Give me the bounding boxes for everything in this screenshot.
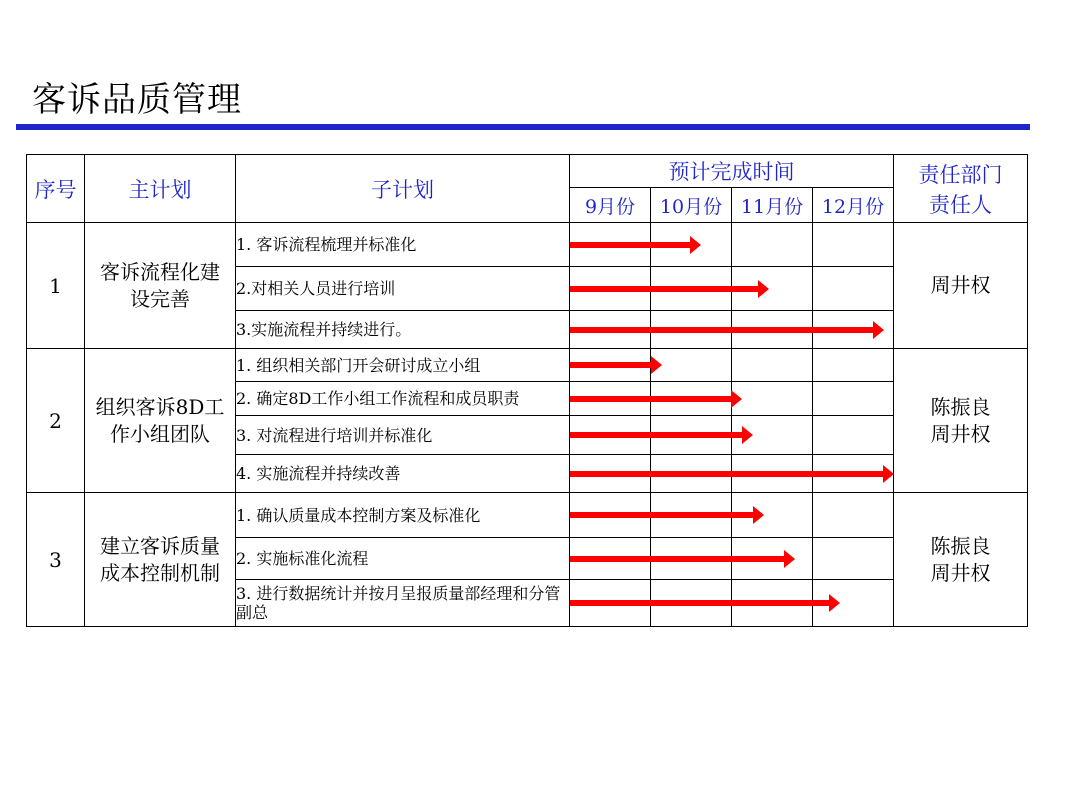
header-month: 9月份 — [570, 188, 651, 223]
gantt-cell — [813, 382, 894, 416]
timeline-arrow — [570, 286, 759, 292]
owner-cell — [894, 349, 1028, 493]
gantt-cell — [651, 349, 732, 382]
gantt-cell — [570, 580, 651, 627]
gantt-cell — [570, 311, 651, 349]
owner-cell — [894, 223, 1028, 349]
owner-cell — [894, 493, 1028, 627]
header-owner — [894, 155, 1028, 223]
gantt-cell — [732, 349, 813, 382]
header-month: 10月份 — [651, 188, 732, 223]
sub-plan-cell: 2. 实施标准化流程 — [236, 538, 570, 580]
gantt-cell — [570, 416, 651, 455]
timeline-arrow — [570, 432, 743, 438]
gantt-cell — [732, 223, 813, 267]
main-plan-line: 作小组团队 — [110, 421, 210, 446]
gantt-cell — [570, 267, 651, 311]
sub-plan-cell: 3. 对流程进行培训并标准化 — [236, 416, 570, 455]
main-plan-cell — [85, 349, 236, 493]
header-main-plan: 主计划 — [85, 155, 236, 223]
table-row — [27, 349, 1028, 382]
gantt-cell — [570, 223, 651, 267]
owner-name: 陈振良 — [930, 394, 991, 419]
gantt-cell — [813, 267, 894, 311]
main-plan-line: 组织客诉8D工 — [95, 394, 225, 419]
timeline-arrow — [570, 362, 652, 368]
table-row — [27, 493, 1028, 538]
main-plan-line: 客诉流程化建 — [100, 259, 220, 284]
table-row — [27, 223, 1028, 267]
sub-plan-cell: 2. 确定8D工作小组工作流程和成员职责 — [236, 382, 570, 416]
header-sub-plan: 子计划 — [236, 155, 570, 223]
plan-table — [26, 154, 1028, 627]
sub-plan-cell: 1. 确认质量成本控制方案及标准化 — [236, 493, 570, 538]
timeline-arrow — [570, 512, 754, 518]
timeline-arrow — [570, 396, 732, 402]
header-month: 12月份 — [813, 188, 894, 223]
main-plan-line: 设完善 — [130, 286, 190, 311]
gantt-cell — [570, 455, 651, 493]
timeline-arrow — [570, 556, 785, 562]
header-seq: 序号 — [27, 155, 85, 223]
sub-plan-cell: 4. 实施流程并持续改善 — [236, 455, 570, 493]
timeline-arrow — [570, 471, 884, 477]
sub-plan-cell: 3. 进行数据统计并按月呈报质量部经理和分管副总 — [236, 580, 570, 627]
timeline-arrow — [570, 242, 691, 248]
gantt-cell — [570, 382, 651, 416]
sub-plan-cell: 2.对相关人员进行培训 — [236, 267, 570, 311]
gantt-cell — [813, 223, 894, 267]
gantt-cell — [570, 538, 651, 580]
main-plan-cell — [85, 493, 236, 627]
sub-plan-cell: 1. 客诉流程梳理并标准化 — [236, 223, 570, 267]
gantt-cell — [570, 349, 651, 382]
gantt-cell — [813, 538, 894, 580]
sub-plan-cell: 3.实施流程并持续进行。 — [236, 311, 570, 349]
main-plan-cell — [85, 223, 236, 349]
owner-name: 陈振良 — [930, 533, 991, 558]
header-owner-dept: 责任部门 — [918, 162, 1003, 187]
title-divider — [16, 124, 1030, 130]
gantt-cell — [732, 382, 813, 416]
timeline-arrow — [570, 600, 830, 606]
gantt-cell — [813, 493, 894, 538]
header-month: 11月份 — [732, 188, 813, 223]
header-completion-time: 预计完成时间 — [570, 155, 894, 188]
gantt-cell — [570, 493, 651, 538]
group-number: 3 — [27, 493, 85, 627]
owner-name: 周井权 — [930, 560, 991, 585]
sub-plan-cell: 1. 组织相关部门开会研讨成立小组 — [236, 349, 570, 382]
page-title: 客诉品质管理 — [32, 80, 242, 120]
main-plan-line: 成本控制机制 — [100, 560, 220, 585]
group-number: 2 — [27, 349, 85, 493]
timeline-arrow — [570, 327, 874, 333]
header-owner-person: 责任人 — [929, 192, 992, 217]
gantt-cell — [813, 416, 894, 455]
owner-name: 周井权 — [930, 273, 991, 297]
main-plan-line: 建立客诉质量 — [100, 533, 220, 558]
gantt-cell — [813, 349, 894, 382]
owner-name: 周井权 — [930, 421, 991, 446]
group-number: 1 — [27, 223, 85, 349]
